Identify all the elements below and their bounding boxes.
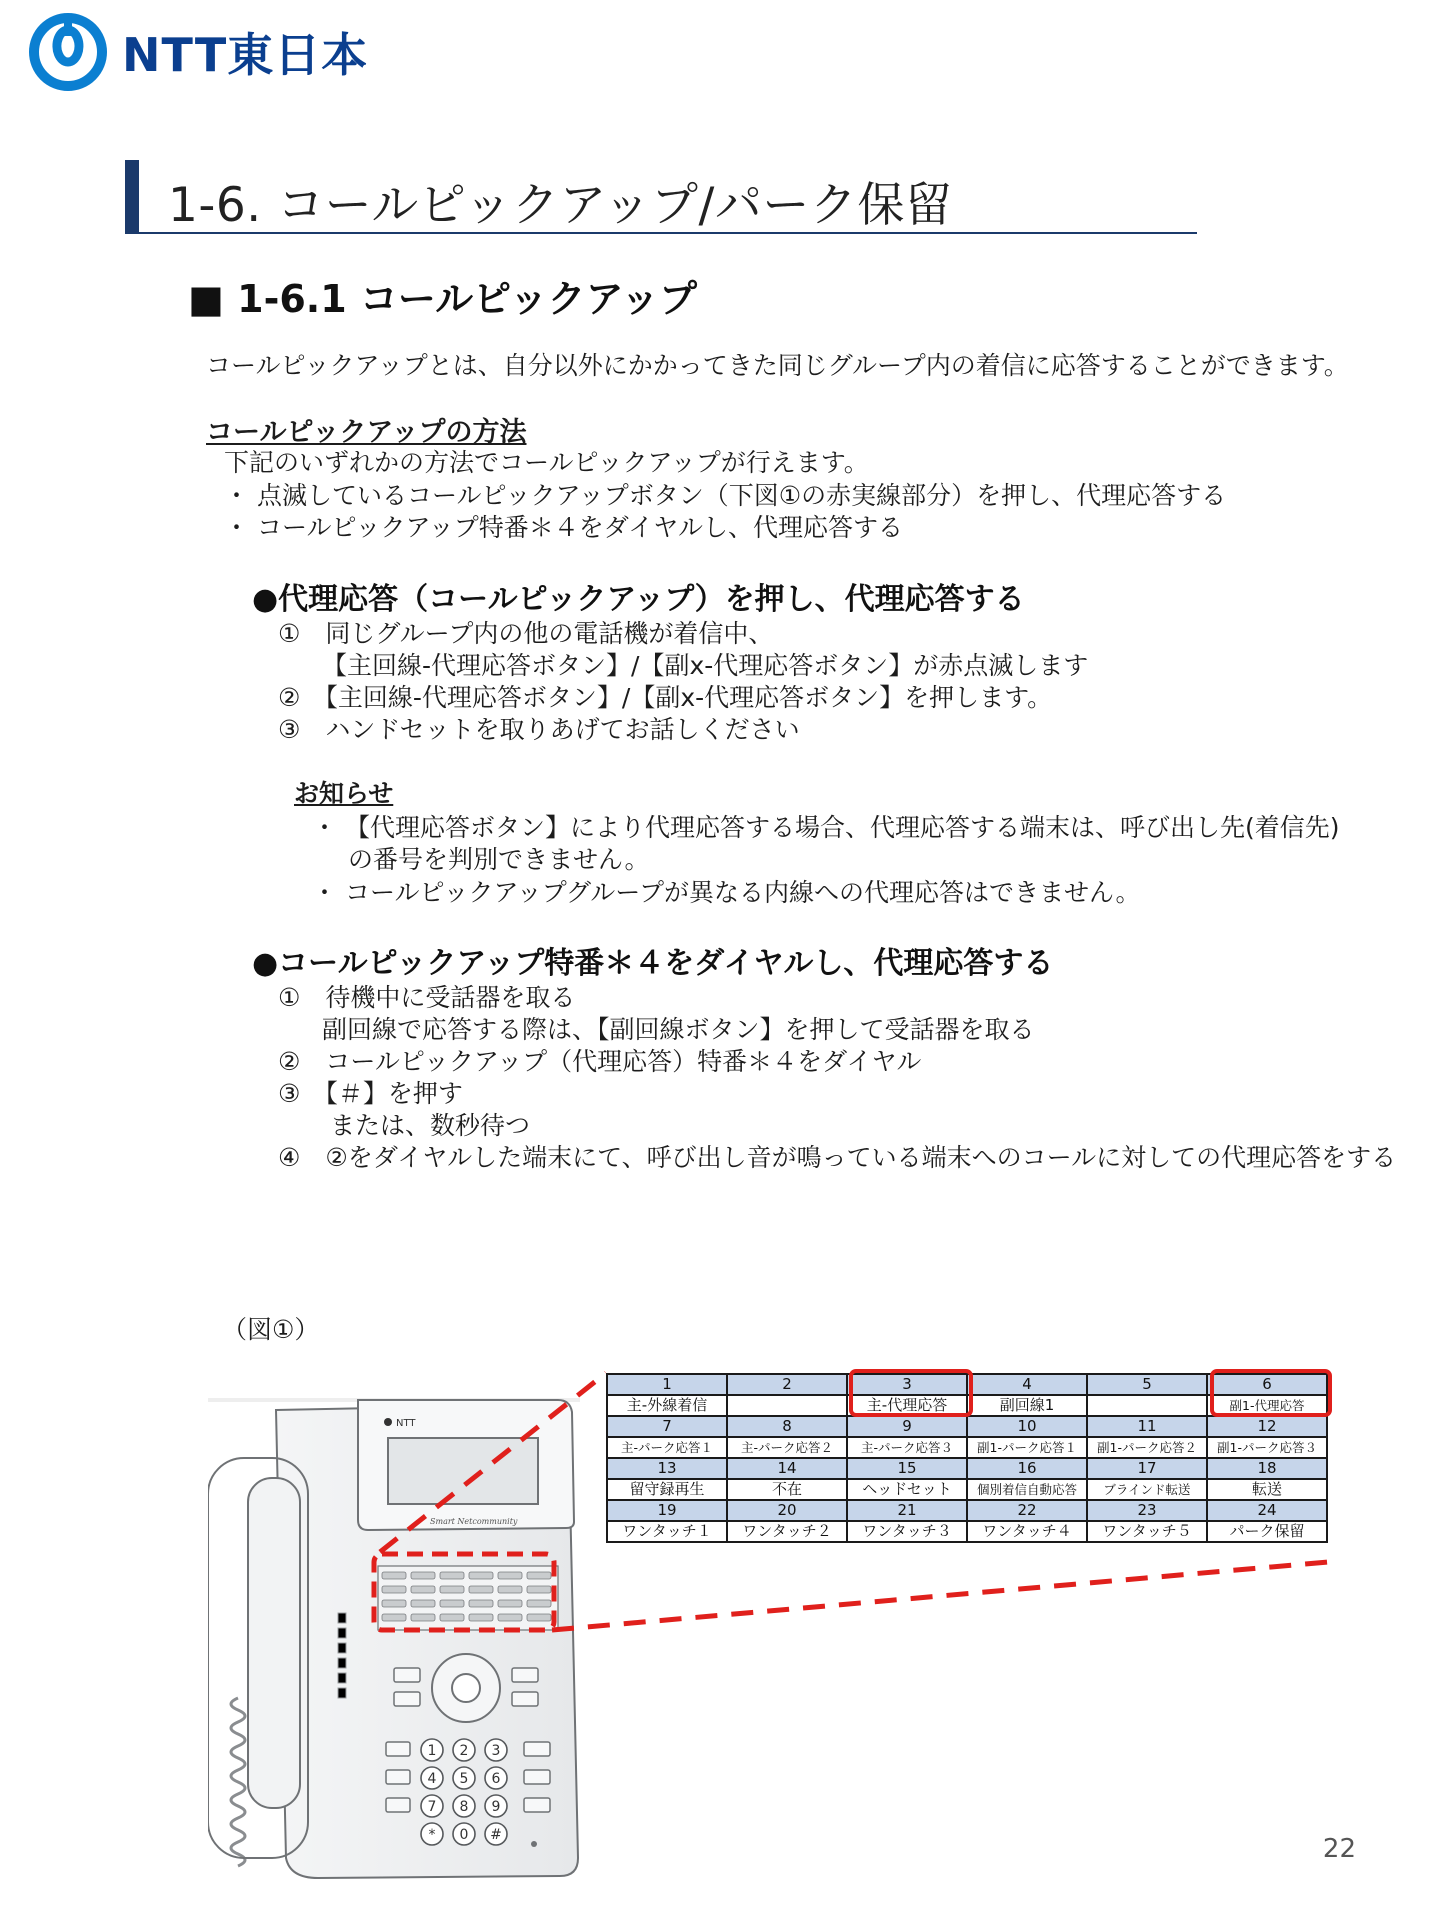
- notice-2: ・ コールピックアップグループが異なる内線への代理応答はできません。: [312, 878, 1141, 907]
- notice-heading: お知らせ: [294, 779, 394, 808]
- page-number: 22: [1322, 1834, 1356, 1864]
- figure-label: （図①）: [222, 1315, 320, 1344]
- button-number-cell: 4: [967, 1374, 1087, 1395]
- phone-model-label: Smart Netcommunity: [430, 1517, 518, 1526]
- table-label-row: [607, 1479, 1327, 1500]
- svg-text:6: 6: [491, 1771, 501, 1787]
- button-label-cell: ヘッドセット: [847, 1479, 967, 1500]
- button-label-cell: ワンタッチ２: [727, 1521, 847, 1542]
- button-number-cell: 5: [1087, 1374, 1207, 1395]
- section-a-step-1b: 【主回線-代理応答ボタン】/【副x-代理応答ボタン】が赤点滅します: [322, 651, 1089, 680]
- button-number-cell: 20: [727, 1500, 847, 1521]
- svg-text:0: 0: [459, 1827, 469, 1843]
- button-number-cell: 14: [727, 1458, 847, 1479]
- section-a-heading: ●代理応答（コールピックアップ）を押し、代理応答する: [252, 582, 1025, 617]
- button-label-cell: パーク保留: [1207, 1521, 1327, 1542]
- button-number-cell: 9: [847, 1416, 967, 1437]
- button-number-cell: 16: [967, 1458, 1087, 1479]
- button-label-cell: ワンタッチ３: [847, 1521, 967, 1542]
- button-label-cell: [727, 1395, 847, 1416]
- svg-text:2: 2: [459, 1743, 469, 1759]
- button-number-cell: 22: [967, 1500, 1087, 1521]
- button-label-cell: 転送: [1207, 1479, 1327, 1500]
- svg-text:1: 1: [427, 1743, 437, 1759]
- method-bullet-1: ・ 点滅しているコールピックアップボタン（下図①の赤実線部分）を押し、代理応答する: [224, 481, 1227, 510]
- section-b-step-3b: または、数秒待つ: [330, 1111, 531, 1140]
- button-label-cell: 不在: [727, 1479, 847, 1500]
- key-grid-dashed-highlight: [374, 1554, 554, 1630]
- button-label-cell: 主-パーク応答３: [847, 1437, 967, 1458]
- button-number-cell: 6: [1207, 1374, 1327, 1395]
- method-heading: コールピックアップの方法: [206, 417, 527, 448]
- button-label-cell: 副1-代理応答: [1207, 1395, 1327, 1416]
- button-number-cell: 2: [727, 1374, 847, 1395]
- intro-text: コールピックアップとは、自分以外にかかってきた同じグループ内の着信に応答することができます。: [206, 351, 1349, 380]
- button-label-cell: 主-パーク応答２: [727, 1437, 847, 1458]
- button-number-cell: 12: [1207, 1416, 1327, 1437]
- table-number-row: [607, 1416, 1327, 1437]
- button-label-cell: 個別着信自動応答: [967, 1479, 1087, 1500]
- button-number-cell: 18: [1207, 1458, 1327, 1479]
- phone-brand-label: NTT: [396, 1418, 416, 1429]
- button-label-cell: 留守録再生: [607, 1479, 727, 1500]
- table-number-row: [607, 1458, 1327, 1479]
- svg-text:7: 7: [427, 1799, 437, 1815]
- svg-text:*: *: [428, 1827, 436, 1843]
- table-label-row: [607, 1521, 1327, 1542]
- section-title: 1-6. コールピックアップ/パーク保留: [168, 178, 953, 233]
- table-number-row: [607, 1500, 1327, 1521]
- button-label-cell: 主-外線着信: [607, 1395, 727, 1416]
- section-a-step-3: ③ ハンドセットを取りあげてお話しください: [278, 715, 800, 744]
- button-label-cell: 副回線1: [967, 1395, 1087, 1416]
- svg-text:8: 8: [459, 1799, 469, 1815]
- button-label-cell: 副1-パーク応答１: [967, 1437, 1087, 1458]
- button-label-cell: ワンタッチ４: [967, 1521, 1087, 1542]
- button-label-cell: [1087, 1395, 1207, 1416]
- notice-1: ・ 【代理応答ボタン】により代理応答する場合、代理応答する端末は、呼び出し先(着信先): [312, 813, 1340, 842]
- button-number-cell: 7: [607, 1416, 727, 1437]
- button-label-cell: ワンタッチ５: [1087, 1521, 1207, 1542]
- button-number-cell: 3: [847, 1374, 967, 1395]
- button-label-cell: 副1-パーク応答３: [1207, 1437, 1327, 1458]
- button-label-cell: 副1-パーク応答２: [1087, 1437, 1207, 1458]
- method-bullet-2: ・ コールピックアップ特番＊４をダイヤルし、代理応答する: [224, 513, 903, 542]
- button-number-cell: 23: [1087, 1500, 1207, 1521]
- section-a-step-2: ② 【主回線-代理応答ボタン】/【副x-代理応答ボタン】を押します。: [278, 683, 1053, 712]
- button-label-cell: ブラインド転送: [1087, 1479, 1207, 1500]
- button-number-cell: 19: [607, 1500, 727, 1521]
- section-b-step-2: ② コールピックアップ（代理応答）特番＊４をダイヤル: [278, 1047, 922, 1076]
- button-number-cell: 15: [847, 1458, 967, 1479]
- button-label-cell: 主-パーク応答１: [607, 1437, 727, 1458]
- callout-line-top: [380, 1373, 606, 1552]
- button-number-cell: 8: [727, 1416, 847, 1437]
- button-number-cell: 11: [1087, 1416, 1207, 1437]
- section-b-step-4: ④ ②をダイヤルした端末にて、呼び出し音が鳴っている端末へのコールに対しての代理応答をする: [278, 1143, 1397, 1172]
- button-number-cell: 24: [1207, 1500, 1327, 1521]
- highlight-main-pickup: [849, 1369, 973, 1417]
- button-number-cell: 21: [847, 1500, 967, 1521]
- button-number-cell: 17: [1087, 1458, 1207, 1479]
- callout-line-bottom: [552, 1562, 1328, 1630]
- section-b-heading: ●コールピックアップ特番＊４をダイヤルし、代理応答する: [252, 946, 1054, 981]
- button-number-cell: 1: [607, 1374, 727, 1395]
- notice-1b: の番号を判別できません。: [348, 845, 650, 874]
- svg-text:#: #: [490, 1827, 502, 1843]
- table-label-row: [607, 1437, 1327, 1458]
- button-label-cell: ワンタッチ１: [607, 1521, 727, 1542]
- button-label-cell: 主-代理応答: [847, 1395, 967, 1416]
- section-b-step-1: ① 待機中に受話器を取る: [278, 983, 576, 1012]
- section-b-step-1b: 副回線で応答する際は、【副回線ボタン】を押して受話器を取る: [322, 1015, 1035, 1044]
- svg-text:9: 9: [491, 1799, 501, 1815]
- svg-text:4: 4: [427, 1771, 437, 1787]
- button-number-cell: 13: [607, 1458, 727, 1479]
- section-a-step-1: ① 同じグループ内の他の電話機が着信中、: [278, 619, 774, 648]
- svg-text:3: 3: [491, 1743, 501, 1759]
- svg-text:5: 5: [459, 1771, 469, 1787]
- method-lead: 下記のいずれかの方法でコールピックアップが行えます。: [224, 448, 869, 477]
- subsection-title: ■ 1-6.1 コールピックアップ: [188, 277, 697, 321]
- logo-text: NTT東日本: [122, 28, 369, 82]
- button-number-cell: 10: [967, 1416, 1087, 1437]
- section-b-step-3: ③ 【＃】を押す: [278, 1079, 463, 1108]
- highlight-sub-pickup: [1210, 1369, 1332, 1417]
